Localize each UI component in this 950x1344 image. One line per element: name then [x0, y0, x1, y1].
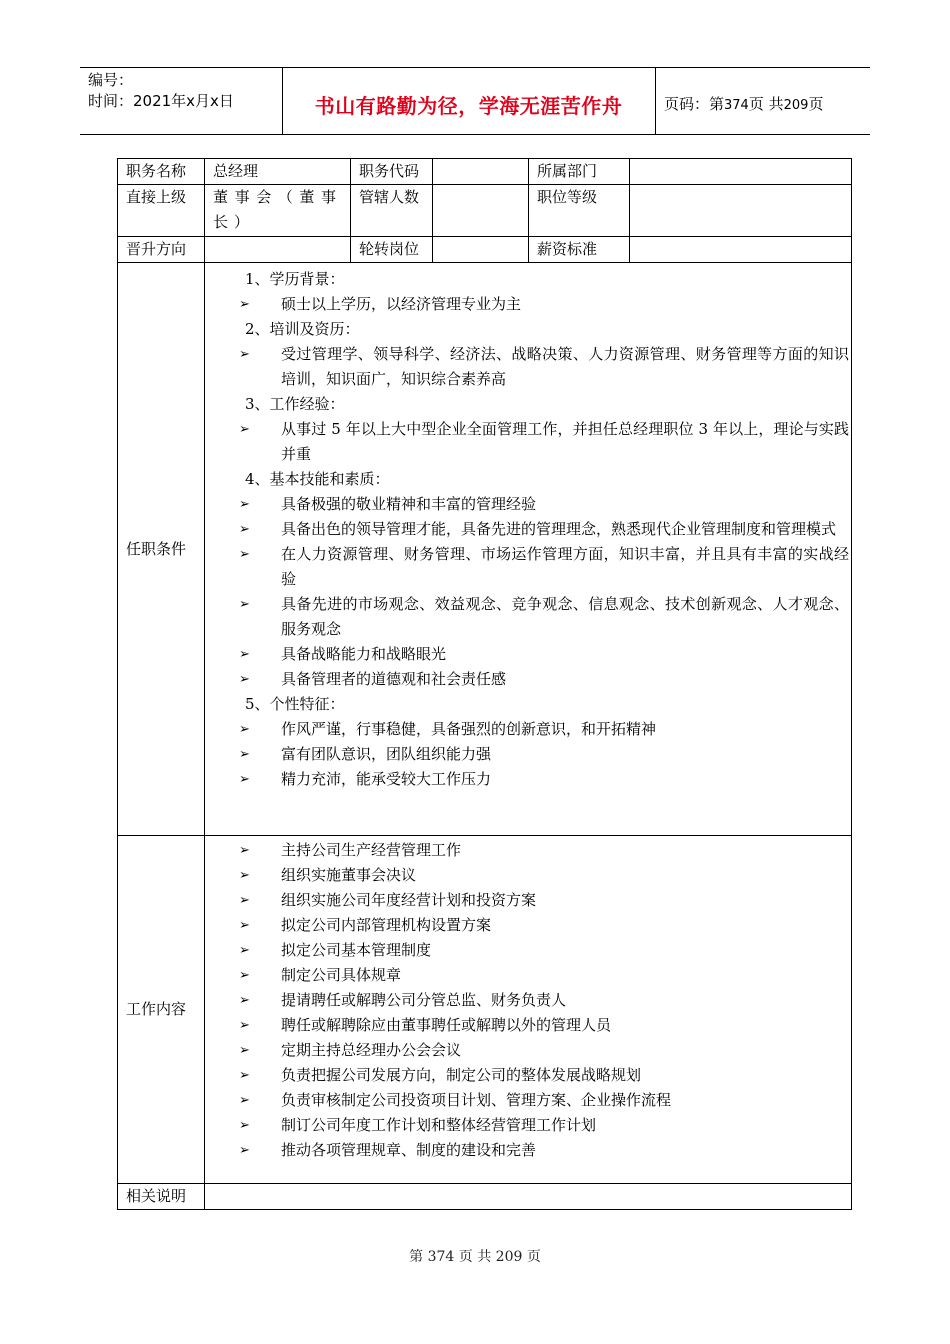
list-item-text: 制订公司年度工作计划和整体经营管理工作计划 — [281, 1116, 597, 1134]
superior-label: 直接上级 — [118, 185, 205, 237]
header-top-rule — [80, 67, 870, 68]
list-item — [239, 1013, 851, 1038]
list-item — [239, 1113, 851, 1138]
arrow-bullet-icon: ➢ — [239, 968, 250, 983]
section-heading: 1、学历背景： — [245, 270, 345, 288]
table-row — [118, 1184, 852, 1210]
list-item-text: 推动各项管理规章、制度的建设和完善 — [281, 1141, 537, 1159]
list-item-text: 定期主持总经理办公会会议 — [281, 1041, 462, 1059]
arrow-bullet-icon: ➢ — [239, 1043, 250, 1058]
arrow-bullet-icon: ➢ — [239, 868, 250, 883]
rotation-value — [433, 237, 529, 263]
job-grade-label: 职位等级 — [529, 185, 630, 237]
list-item-text: 聘任或解聘除应由董事聘任或解聘以外的管理人员 — [281, 1016, 612, 1034]
notes-label: 相关说明 — [118, 1184, 205, 1210]
page-prefix: 页码：第 — [664, 95, 725, 113]
arrow-bullet-icon: ➢ — [239, 597, 250, 612]
arrow-bullet-icon: ➢ — [239, 647, 250, 662]
arrow-bullet-icon: ➢ — [239, 993, 250, 1008]
arrow-bullet-icon: ➢ — [239, 1118, 250, 1133]
arrow-bullet-icon: ➢ — [239, 843, 250, 858]
arrow-bullet-icon: ➢ — [239, 297, 250, 312]
job-description-table — [117, 158, 852, 1210]
list-item-text: 具备极强的敬业精神和丰富的管理经验 — [281, 495, 537, 513]
list-item-text: 负责审核制定公司投资项目计划、管理方案、企业操作流程 — [281, 1091, 672, 1109]
page-total: 209 — [783, 98, 809, 113]
list-item — [239, 888, 851, 913]
list-item — [239, 742, 851, 767]
arrow-bullet-icon: ➢ — [239, 497, 250, 512]
arrow-bullet-icon: ➢ — [239, 522, 250, 537]
list-item — [239, 1038, 851, 1063]
list-item — [239, 642, 851, 667]
duties-content — [205, 836, 851, 1163]
qualifications-label: 任职条件 — [118, 263, 205, 836]
list-item — [239, 988, 851, 1013]
table-row — [118, 237, 852, 263]
list-item-text: 在人力资源管理、财务管理、市场运作管理方面，知识丰富，并且具有丰富的实战经验 — [281, 545, 849, 588]
arrow-bullet-icon: ➢ — [239, 1068, 250, 1083]
arrow-bullet-icon: ➢ — [239, 943, 250, 958]
duties-cell — [205, 836, 852, 1184]
table-row — [118, 836, 852, 1184]
list-item — [239, 1138, 851, 1163]
list-item-text: 拟定公司内部管理机构设置方案 — [281, 916, 492, 934]
list-item — [239, 542, 851, 592]
department-value — [630, 159, 852, 185]
salary-label: 薪资标准 — [529, 237, 630, 263]
promotion-label: 晋升方向 — [118, 237, 205, 263]
qualifications-cell — [205, 263, 852, 836]
job-code-label: 职务代码 — [351, 159, 433, 185]
salary-value — [630, 237, 852, 263]
list-item-text: 硕士以上学历，以经济管理专业为主 — [281, 295, 522, 313]
list-item — [239, 517, 851, 542]
list-item-text: 组织实施公司年度经营计划和投资方案 — [281, 891, 537, 909]
section-heading: 5、个性特征： — [245, 695, 345, 713]
arrow-bullet-icon: ➢ — [239, 747, 250, 762]
notes-value — [205, 1184, 852, 1210]
list-item-text: 作风严谨，行事稳健，具备强烈的创新意识，和开拓精神 — [281, 720, 657, 738]
job-title-label: 职务名称 — [118, 159, 205, 185]
list-item — [239, 1063, 851, 1088]
arrow-bullet-icon: ➢ — [239, 422, 250, 437]
header-page-number — [664, 93, 823, 114]
header-motto: 书山有路勤为径，学海无涯苦作舟 — [314, 94, 623, 118]
arrow-bullet-icon: ➢ — [239, 1143, 250, 1158]
section-heading: 3、工作经验： — [245, 395, 345, 413]
arrow-bullet-icon: ➢ — [239, 347, 250, 362]
list-item-text: 拟定公司基本管理制度 — [281, 941, 432, 959]
list-item-text: 主持公司生产经营管理工作 — [281, 841, 462, 859]
list-item — [239, 342, 851, 392]
job-code-value — [433, 159, 529, 185]
section-heading: 4、基本技能和素质： — [245, 470, 390, 488]
list-item-text: 具备先进的市场观念、效益观念、竞争观念、信息观念、技术创新观念、人才观念、服务观念 — [281, 595, 849, 638]
job-title-value: 总经理 — [205, 159, 351, 185]
list-item-text: 具备战略能力和战略眼光 — [281, 645, 447, 663]
list-item — [239, 592, 851, 642]
list-item — [239, 838, 851, 863]
list-item — [239, 1088, 851, 1113]
table-row — [118, 159, 852, 185]
arrow-bullet-icon: ➢ — [239, 1093, 250, 1108]
list-item-text: 从事过 5 年以上大中型企业全面管理工作，并担任总经理职位 3 年以上，理论与实践并重 — [281, 420, 849, 463]
list-item — [239, 417, 851, 467]
table-row — [118, 185, 852, 237]
job-grade-value — [630, 185, 852, 237]
header-meta — [88, 70, 234, 112]
list-item — [239, 963, 851, 988]
list-item-text: 提请聘任或解聘公司分管总监、财务负责人 — [281, 991, 567, 1009]
page-suffix: 页 — [808, 95, 824, 113]
page-mid: 页 共 — [748, 95, 784, 113]
promotion-value — [205, 237, 351, 263]
list-item — [239, 913, 851, 938]
list-item — [239, 717, 851, 742]
arrow-bullet-icon: ➢ — [239, 1018, 250, 1033]
managed-count-value — [433, 185, 529, 237]
department-label: 所属部门 — [529, 159, 630, 185]
list-item-text: 富有团队意识，团队组织能力强 — [281, 745, 492, 763]
list-item-text: 制定公司具体规章 — [281, 966, 402, 984]
superior-value: 董事会（董事长） — [205, 185, 351, 237]
doc-time: 时间：2021年x月x日 — [88, 92, 234, 110]
arrow-bullet-icon: ➢ — [239, 918, 250, 933]
table-row — [118, 263, 852, 836]
duties-label: 工作内容 — [118, 836, 205, 1184]
header-divider — [655, 67, 656, 135]
managed-count-label: 管辖人数 — [351, 185, 433, 237]
list-item — [239, 863, 851, 888]
list-item-text: 精力充沛，能承受较大工作压力 — [281, 770, 492, 788]
list-item — [239, 667, 851, 692]
qualifications-content — [205, 263, 851, 792]
page-current: 374 — [724, 98, 749, 113]
list-item — [239, 767, 851, 792]
rotation-label: 轮转岗位 — [351, 237, 433, 263]
list-item — [239, 938, 851, 963]
arrow-bullet-icon: ➢ — [239, 722, 250, 737]
arrow-bullet-icon: ➢ — [239, 672, 250, 687]
header-bottom-rule — [80, 134, 870, 135]
section-heading: 2、培训及资历： — [245, 320, 360, 338]
list-item-text: 受过管理学、领导科学、经济法、战略决策、人力资源管理、财务管理等方面的知识培训，知识面广，知识综合素养高 — [281, 345, 849, 388]
page-footer: 第 374 页 共 209 页 — [409, 1249, 541, 1265]
arrow-bullet-icon: ➢ — [239, 893, 250, 908]
list-item-text: 具备出色的领导管理才能，具备先进的管理理念，熟悉现代企业管理制度和管理模式 — [281, 520, 837, 538]
list-item — [239, 492, 851, 517]
list-item-text: 负责把握公司发展方向，制定公司的整体发展战略规划 — [281, 1066, 642, 1084]
doc-code-label: 编号： — [88, 71, 134, 89]
arrow-bullet-icon: ➢ — [239, 772, 250, 787]
list-item — [239, 292, 851, 317]
list-item-text: 具备管理者的道德观和社会责任感 — [281, 670, 507, 688]
list-item-text: 组织实施董事会决议 — [281, 866, 417, 884]
arrow-bullet-icon: ➢ — [239, 547, 250, 562]
